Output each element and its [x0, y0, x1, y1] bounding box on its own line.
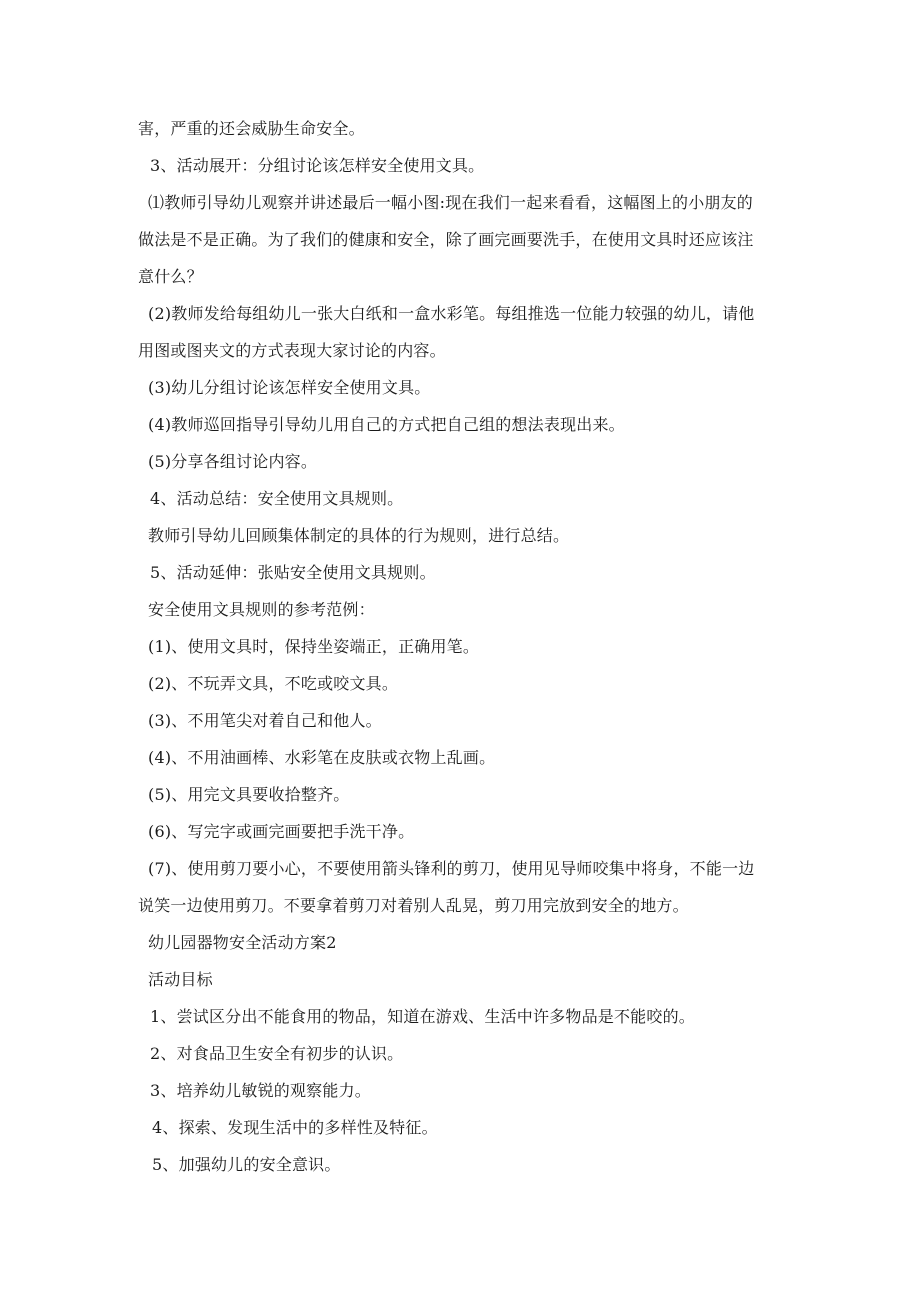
text-line: (7)、使用剪刀要小心，不要使用箭头锋利的剪刀，使用见导师咬集中将身，不能一边: [148, 859, 755, 878]
text-line: (6)、写完字或画完画要把手洗干净。: [148, 822, 415, 841]
text-line: ⑴教师引导幼儿观察并讲述最后一幅小图:现在我们一起来看看，这幅图上的小朋友的: [148, 193, 753, 212]
text-line: (2)教师发给每组幼儿一张大白纸和一盒水彩笔。每组推选一位能力较强的幼儿，请他: [148, 304, 755, 323]
text-line: (2)、不玩弄文具，不吃或咬文具。: [148, 674, 399, 693]
text-line: 5、活动延伸：张贴安全使用文具规则。: [150, 563, 436, 582]
document-body: [138, 110, 788, 1183]
text-line: (1)、使用文具时，保持坐姿端正，正确用笔。: [148, 637, 480, 656]
text-line: 做法是不是正确。为了我们的健康和安全，除了画完画要洗手，在使用文具时还应该注: [138, 230, 754, 249]
section-heading: 幼儿园器物安全活动方案2: [148, 933, 337, 952]
text-line: 说笑一边使用剪刀。不要拿着剪刀对着别人乱晃，剪刀用完放到安全的地方。: [138, 896, 689, 915]
text-line: 意什么？: [138, 267, 203, 286]
text-line: 3、活动展开：分组讨论该怎样安全使用文具。: [150, 156, 485, 175]
text-line: (4)、不用油画棒、水彩笔在皮肤或衣物上乱画。: [148, 748, 496, 767]
text-line: 5、加强幼儿的安全意识。: [152, 1155, 341, 1174]
text-line: (3)、不用笔尖对着自己和他人。: [148, 711, 382, 730]
text-line: 安全使用文具规则的参考范例：: [148, 600, 375, 619]
text-line: 害，严重的还会威胁生命安全。: [138, 119, 365, 138]
text-line: (3)幼儿分组讨论该怎样安全使用文具。: [148, 378, 431, 397]
text-line: (5)、用完文具要收拾整齐。: [148, 785, 350, 804]
text-line: 教师引导幼儿回顾集体制定的具体的行为规则，进行总结。: [148, 526, 570, 545]
text-line: (5)分享各组讨论内容。: [148, 452, 318, 471]
text-line: 2、对食品卫生安全有初步的认识。: [150, 1044, 404, 1063]
text-line: 4、活动总结：安全使用文具规则。: [150, 489, 404, 508]
subheading: 活动目标: [148, 970, 213, 989]
text-line: 4、探索、发现生活中的多样性及特征。: [152, 1118, 438, 1137]
text-line: (4)教师巡回指导引导幼儿用自己的方式把自己组的想法表现出来。: [148, 415, 625, 434]
text-line: 3、培养幼儿敏锐的观察能力。: [150, 1081, 371, 1100]
text-line: 1、尝试区分出不能食用的物品，知道在游戏、生活中许多物品是不能咬的。: [150, 1007, 695, 1026]
text-line: 用图或图夹文的方式表现大家讨论的内容。: [138, 341, 446, 360]
